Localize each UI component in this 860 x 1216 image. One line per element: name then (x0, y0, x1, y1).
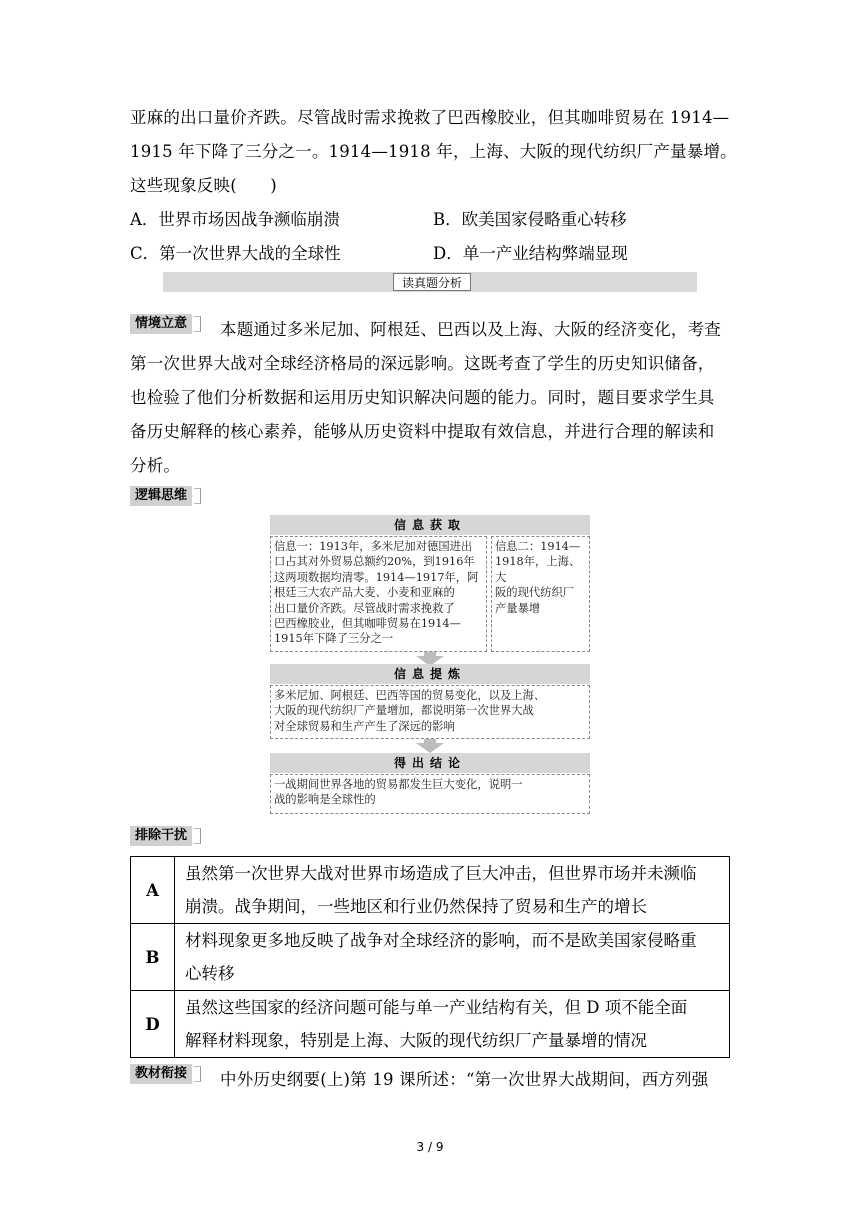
row-key: A (131, 857, 175, 924)
row-key: D (131, 991, 175, 1058)
info-one-line: 信息一：1913年，多米尼加对德国进出 (274, 540, 473, 553)
refine-box (270, 685, 590, 739)
info-one-line: 这两项数据均清零。1914—1917年，阿 (274, 570, 479, 584)
info-two-line: 阪的现代纺织厂 (495, 586, 575, 600)
row-line: 虽然第一次世界大战对世界市场造成了巨大冲击，但世界市场并未濒临 (185, 864, 697, 883)
info-one-line: 根廷三大农产品大麦、小麦和亚麻的 (274, 586, 455, 600)
exclude-tag: 排除干扰 (130, 826, 192, 846)
logic-tag: 逻辑思维 (130, 486, 192, 506)
info-one-line: 巴西橡胶业，但其咖啡贸易在1914— (274, 617, 461, 631)
row-text (175, 991, 730, 1058)
refine-line: 多米尼加、阿根廷、巴西等国的贸易变化，以及上海、 (274, 689, 546, 702)
row-key: B (131, 924, 175, 991)
step-info-acquire-header: 信息获取 (270, 515, 590, 535)
question-line-3: 这些现象反映( ) (130, 176, 277, 195)
table-row (131, 924, 730, 991)
conclusion-line: 战的影响是全球性的 (274, 793, 376, 807)
row-line: 崩溃。战争期间，一些地区和行业仍然保持了贸易和生产的增长 (185, 897, 647, 916)
table-row (131, 991, 730, 1058)
step-conclusion-header: 得出结论 (270, 753, 590, 773)
page-number: 3 / 9 (416, 1140, 444, 1154)
step-info-refine-header: 信息提炼 (270, 664, 590, 684)
option-c: C．第一次世界大战的全球性 (130, 244, 341, 263)
refine-line: 大阪的现代纺织厂产量增加，都说明第一次世界大战 (274, 704, 534, 718)
situation-line-4: 备历史解释的核心素养，能够从历史资料中提取有效信息，并进行合理的解读和 (130, 422, 715, 441)
info-two-box (491, 536, 590, 652)
situation-line-1: 本题通过多米尼加、阿根廷、巴西以及上海、大阪的经济变化，考查 (220, 320, 721, 339)
row-line: 材料现象更多地反映了战争对全球经济的影响，而不是欧美国家侵略重 (185, 931, 697, 950)
info-two-line: 1918年，上海、大 (495, 555, 581, 584)
info-two-line: 产量暴增 (495, 601, 541, 615)
down-arrow-icon (416, 743, 444, 753)
option-a: A．世界市场因战争濒临崩溃 (130, 210, 340, 229)
table-row (131, 857, 730, 924)
question-line-2: 1915 年下降了三分之一。1914—1918 年，上海、大阪的现代纺织厂产量暴增。 (130, 142, 737, 161)
info-two-line: 信息二：1914— (495, 540, 581, 553)
question-line-1: 亚麻的出口量价齐跌。尽管战时需求挽救了巴西橡胶业，但其咖啡贸易在 1914— (130, 108, 730, 127)
option-b: B．欧美国家侵略重心转移 (433, 210, 627, 229)
refine-line: 对全球贸易和生产产生了深远的影响 (274, 719, 455, 733)
info-one-line: 出口量价齐跌。尽管战时需求挽救了 (274, 601, 455, 615)
conclusion-line: 一战期间世界各地的贸易都发生巨大变化，说明一 (274, 778, 523, 791)
info-one-line: 口占其对外贸易总额约20%，到1916年 (274, 555, 475, 569)
textbook-line: 中外历史纲要(上)第 19 课所述：“第一次世界大战期间，西方列强 (220, 1070, 709, 1089)
exclusion-table (130, 856, 730, 1058)
section-banner-label: 读真题分析 (393, 273, 471, 291)
conclusion-box (270, 774, 590, 814)
textbook-tag: 教材衔接 (130, 1064, 192, 1084)
option-d: D．单一产业结构弊端显现 (433, 244, 628, 263)
info-one-line: 1915年下降了三分之一 (274, 632, 394, 646)
situation-line-5: 分析。 (130, 456, 181, 475)
row-line: 解释材料现象，特别是上海、大阪的现代纺织厂产量暴增的情况 (185, 1031, 647, 1050)
row-text (175, 924, 730, 991)
situation-line-2: 第一次世界大战对全球经济格局的深远影响。这既考查了学生的历史知识储备， (130, 354, 715, 373)
info-one-box (270, 536, 487, 652)
row-line: 虽然这些国家的经济问题可能与单一产业结构有关，但 D 项不能全面 (185, 998, 688, 1017)
situation-line-3: 也检验了他们分析数据和运用历史知识解决问题的能力。同时，题目要求学生具 (130, 388, 715, 407)
situation-tag: 情境立意 (130, 314, 192, 334)
row-line: 心转移 (185, 964, 235, 983)
row-text (175, 857, 730, 924)
